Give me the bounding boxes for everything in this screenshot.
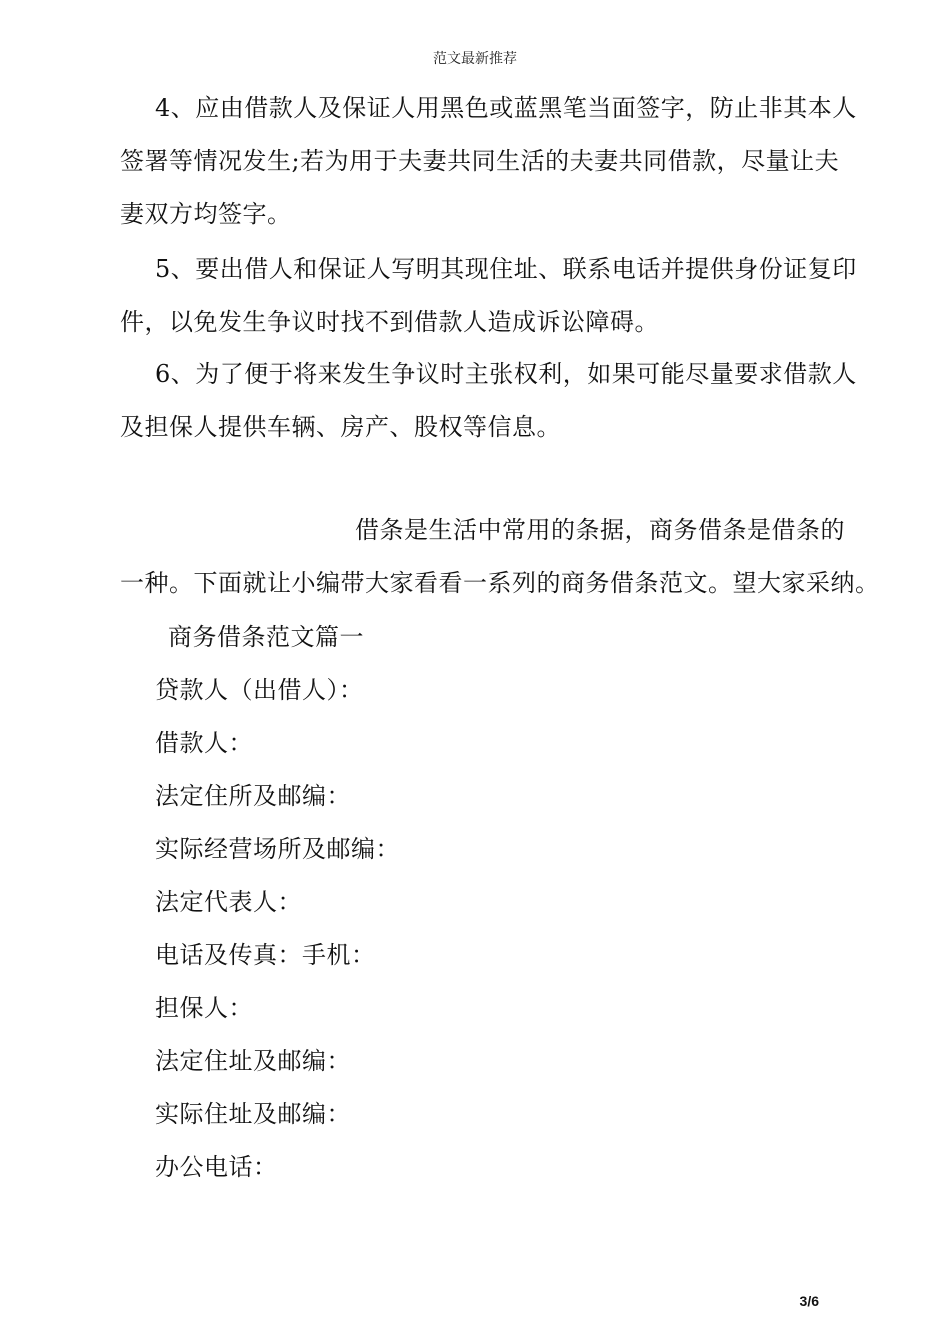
- paragraph-5-line-2: 件，以免发生争议时找不到借款人造成诉讼障碍。: [120, 308, 659, 336]
- form-field-label: 担保人：: [155, 994, 253, 1022]
- form-field-label: 法定代表人：: [155, 888, 302, 916]
- paragraph-4-line-2: 签署等情况发生;若为用于夫妻共同生活的夫妻共同借款，尽量让夫: [120, 147, 840, 175]
- form-field-label: 法定住址及邮编：: [155, 1047, 351, 1075]
- paragraph-5-line-1: 5、要出借人和保证人写明其现住址、联系电话并提供身份证复印: [155, 255, 857, 283]
- intro-paragraph-line-2: 一种。下面就让小编带大家看看一系列的商务借条范文。望大家采纳。: [120, 569, 880, 597]
- section-title: 商务借条范文篇一: [168, 623, 364, 651]
- form-field-label: 办公电话：: [155, 1153, 278, 1181]
- paragraph-6-line-2: 及担保人提供车辆、房产、股权等信息。: [120, 413, 561, 441]
- intro-paragraph-line-1: 借条是生活中常用的条据，商务借条是借条的: [355, 516, 845, 544]
- paragraph-6-line-1: 6、为了便于将来发生争议时主张权利，如果可能尽量要求借款人: [155, 360, 857, 388]
- page-number: 3/6: [799, 1293, 819, 1309]
- form-field-label: 实际住址及邮编：: [155, 1100, 351, 1128]
- form-field-label: 借款人：: [155, 729, 253, 757]
- form-field-label: 电话及传真：手机：: [155, 941, 376, 969]
- paragraph-4-line-3: 妻双方均签字。: [120, 200, 292, 228]
- form-field-label: 实际经营场所及邮编：: [155, 835, 400, 863]
- form-field-label: 法定住所及邮编：: [155, 782, 351, 810]
- form-field-label: 贷款人（出借人）：: [155, 676, 364, 704]
- paragraph-4-line-1: 4、应由借款人及保证人用黑色或蓝黑笔当面签字，防止非其本人: [155, 94, 857, 122]
- page-header: 范文最新推荐: [433, 51, 517, 67]
